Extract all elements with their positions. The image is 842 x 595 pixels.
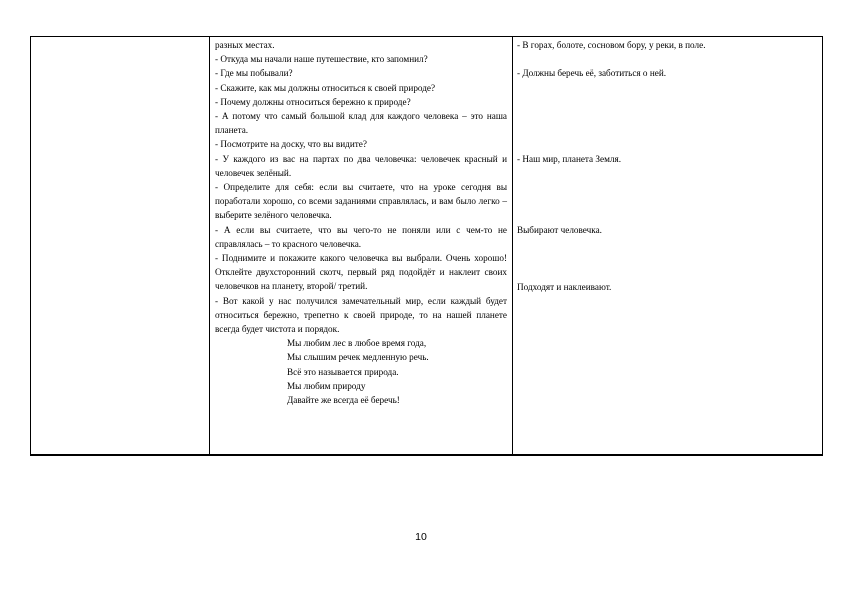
- teacher-line: - Скажите, как мы должны относиться к своей природе?: [215, 82, 436, 93]
- teacher-line: - Где мы побывали?: [215, 68, 293, 79]
- poem-line: Всё это называется природа.: [287, 366, 399, 377]
- student-line: Подходят и наклеивают.: [517, 282, 612, 292]
- teacher-line: - Вот какой у нас получился замечательный мир, если каждый будет относиться бережно, трепетно к своей природе, то на нашей планете всегда будет чистота и порядок.: [215, 295, 507, 335]
- teacher-line: - Откуда мы начали наше путешествие, кто запомнил?: [215, 54, 428, 65]
- student-line: Выбирают человечка.: [517, 225, 602, 235]
- teacher-line: - А потому что самый большой клад для каждого человека – это наша планета.: [215, 111, 507, 136]
- teacher-line: - Посмотрите на доску, что вы видите?: [215, 139, 367, 150]
- teacher-activity-cell: [215, 38, 507, 407]
- poem-line: Мы любим лес в любое время года,: [287, 338, 427, 349]
- teacher-line: - Почему должны относиться бережно к природе?: [215, 96, 411, 107]
- teacher-line: - А если вы считаете, что вы чего-то не поняли или с чем-то не справлялась – то красного человечка.: [215, 224, 507, 249]
- column-divider: [209, 37, 210, 454]
- student-line: - Должны беречь её, заботиться о ней.: [517, 68, 667, 78]
- poem-line: Мы слышим речек медленную речь.: [287, 352, 429, 363]
- lesson-table: [30, 36, 823, 456]
- teacher-line: - У каждого из вас на партах по два человечка: человечек красный и человечек зелёный.: [215, 153, 507, 178]
- teacher-line: разных местах.: [215, 40, 275, 50]
- student-line: - Наш мир, планета Земля.: [517, 154, 622, 164]
- poem-line: Давайте же всегда её беречь!: [287, 395, 400, 406]
- poem-line: Мы любим природу: [287, 380, 366, 391]
- column-divider: [512, 37, 513, 454]
- teacher-line: - Определите для себя: если вы считаете, что на уроке сегодня вы поработали хорошо, со всеми заданиями справлялась, и вам было легко – выберите зелёного человечка.: [215, 182, 507, 221]
- student-line: - В горах, болоте, сосновом бору, у реки, в поле.: [517, 40, 706, 50]
- teacher-line: - Поднимите и покажите какого человечка вы выбрали. Очень хорошо! Отклейте двухсторонний скотч, первый ряд подойдёт и наклеит своих человечков на планету, второй/ третий.: [215, 253, 507, 292]
- page-number: 10: [415, 531, 427, 543]
